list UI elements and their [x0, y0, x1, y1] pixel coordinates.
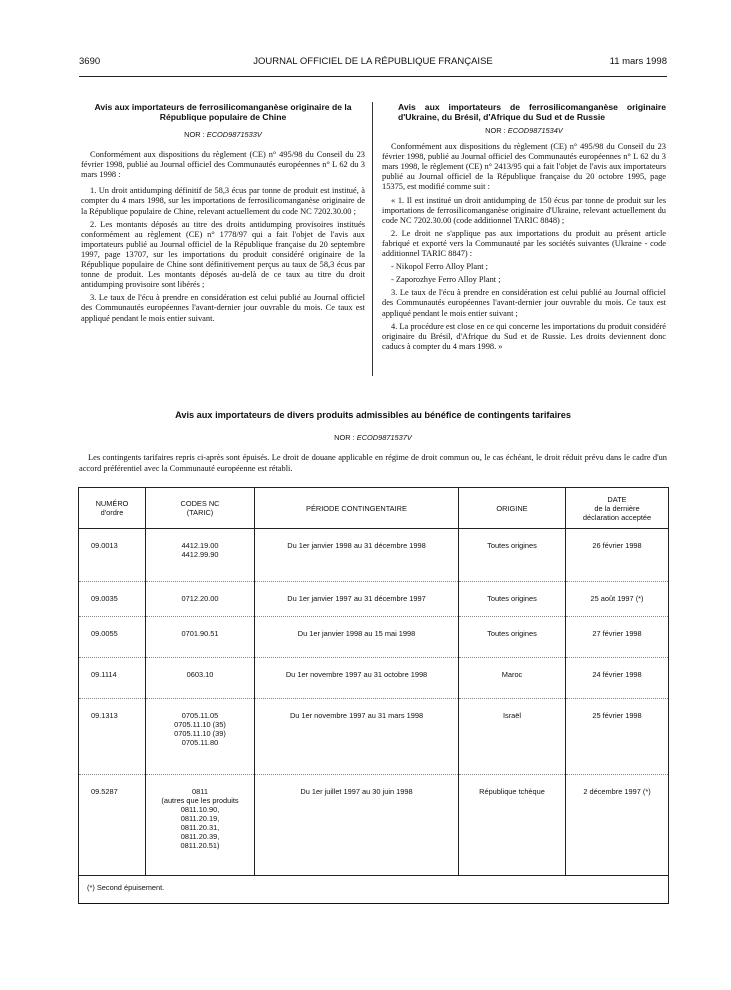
header-codes: CODES NC (TARIC) [146, 488, 255, 529]
cell-origine: Toutes origines [459, 582, 566, 617]
cell-periode: Du 1er juillet 1997 au 30 juin 1998 [255, 775, 459, 876]
quota-table [78, 487, 669, 904]
header-origine: ORIGINE [459, 488, 566, 529]
cell-numero: 09.5287 [79, 775, 146, 876]
cell-codes: 0701.90.51 [146, 617, 255, 658]
cell-numero: 09.0013 [79, 529, 146, 582]
cell-date: 2 décembre 1997 (*) [566, 775, 669, 876]
cell-date: 24 février 1998 [566, 658, 669, 699]
notice-ukraine-paragraph: 2. Le droit ne s'applique pas aux importations du produit au présent article fabriqué et exporté vers la Communauté par les sociétés suivantes (Ukraine - code additionnel TARIC 8847) : [382, 228, 666, 259]
cell-origine: Toutes origines [459, 529, 566, 582]
cell-codes: 0811 (autres que les produits 0811.10.90, 0811.20.19, 0811.20.31, 0811.20.39, 0811.20.51) [146, 775, 255, 876]
cell-numero: 09.1313 [79, 699, 146, 775]
table-row [79, 775, 669, 876]
nor-label: NOR : [184, 130, 205, 139]
nor-code: ECOD9871533V [206, 130, 262, 139]
notice-quotas-title: Avis aux importateurs de divers produits admissibles au bénéfice de contingents tarifaires [175, 410, 571, 420]
notice-ukraine-paragraph: Conformément aux dispositions du règlement (CE) n° 495/98 du Conseil du 23 février 1998, publié au Journal officiel des Communautés européennes n° L 62 du 3 mars 1998, le règlement (CE) n° 2413/95 qui a fait l'objet de l'avis aux importateurs publié au Journal officiel de la République française du 20 octobre 1995, page 15375, est modifié comme suit : [382, 142, 666, 192]
notice-ukraine-company: - Zaporozhye Ferro Alloy Plant ; [391, 275, 501, 285]
table-header-row [79, 488, 669, 529]
notice-china-paragraph: 2. Les montants déposés au titre des droits antidumping provisoires institués conformément au règlement (CE) n° 1778/97 qui a fait l'objet de l'avis aux importateurs publié au Journal officiel de la République française du 20 septembre 1997, page 13707, sur les importations du produit considéré originaire de la République populaire de Chine sont définitivement perçus au taux de 58,3 écus par tonne de produit. Les montants déposés au-delà de ce taux au titre du droit antidumping provisoire sont libérés ; [81, 219, 365, 290]
cell-origine: Maroc [459, 658, 566, 699]
cell-periode: Du 1er janvier 1997 au 31 décembre 1997 [255, 582, 459, 617]
issue-date: 11 mars 1998 [609, 56, 667, 67]
notice-china-paragraph: 1. Un droit antidumping définitif de 58,3 écus par tonne de produit est institué, à compter du 4 mars 1998, sur les importations de ferrosilicomanganèse originaire de la République populaire de Chine, relevant actuellement du code NC 7202.30.00 ; [81, 186, 365, 216]
nor-code: ECOD9871537V [356, 433, 412, 442]
nor-code: ECOD9871534V [507, 126, 563, 135]
cell-codes: 4412.19.00 4412.99.90 [146, 529, 255, 582]
cell-periode: Du 1er janvier 1998 au 15 mai 1998 [255, 617, 459, 658]
cell-codes: 0712.20.00 [146, 582, 255, 617]
notice-china-title: Avis aux importateurs de ferrosilicomanganèse originaire de la République populaire de Chine [94, 102, 352, 122]
cell-periode: Du 1er novembre 1997 au 31 octobre 1998 [255, 658, 459, 699]
notice-quotas-nor [79, 433, 667, 442]
header-numero: NUMÉRO d'ordre [79, 488, 146, 529]
notice-china-paragraph: Conformément aux dispositions du règlement (CE) n° 495/98 du Conseil du 23 février 1998, publié au Journal officiel des Communautés européennes n° L 62 du 3 mars 1998 : [81, 150, 365, 180]
notice-china-paragraph: 3. Le taux de l'écu à prendre en considération est celui publié au Journal officiel des Communautés européennes l'avant-dernier jour ouvrable du mois. Ce taux est appliqué pendant le mois entier suivant. [81, 293, 365, 323]
cell-origine: République tchèque [459, 775, 566, 876]
table-footnote-row [79, 876, 669, 904]
notice-ukraine-paragraph: « 1. Il est institué un droit antidumping de 150 écus par tonne de produit sur les importations de ferrosilicomanganèse originaire d'Ukraine, relevant actuellement du code NC 7202.30.00 (code additionnel TARIC 8848) ; [382, 195, 666, 225]
table-row [79, 582, 669, 617]
table-row [79, 699, 669, 775]
nor-label: NOR : [334, 433, 355, 442]
table-row [79, 529, 669, 582]
journal-title: JOURNAL OFFICIEL DE LA RÉPUBLIQUE FRANÇAISE [253, 56, 493, 67]
cell-periode: Du 1er novembre 1997 au 31 mars 1998 [255, 699, 459, 775]
page-number: 3690 [79, 56, 101, 67]
cell-origine: Toutes origines [459, 617, 566, 658]
table-row [79, 658, 669, 699]
cell-numero: 09.0035 [79, 582, 146, 617]
cell-date: 25 février 1998 [566, 699, 669, 775]
nor-label: NOR : [485, 126, 506, 135]
cell-numero: 09.0055 [79, 617, 146, 658]
cell-codes: 0603.10 [146, 658, 255, 699]
notice-quotas-intro: Les contingents tarifaires repris ci-après sont épuisés. Le droit de douane applicable en régime de droit commun ou, le cas échéant, le droit réduit prévu dans le cadre d'un accord préférentiel avec la Communauté européenne est rétabli. [79, 453, 667, 473]
notice-ukraine-paragraph: 4. La procédure est close en ce qui concerne les importations du produit considéré originaire du Brésil, d'Afrique du Sud et de Russie. Les droits deviennent donc caducs à compter du 4 mars 1998. » [382, 321, 666, 351]
cell-codes: 0705.11.05 0705.11.10 (35) 0705.11.10 (39) 0705.11.80 [146, 699, 255, 775]
cell-origine: Israël [459, 699, 566, 775]
cell-date: 27 février 1998 [566, 617, 669, 658]
table-footnote: (*) Second épuisement. [79, 876, 669, 904]
cell-numero: 09.1114 [79, 658, 146, 699]
header-periode: PÉRIODE CONTINGENTAIRE [255, 488, 459, 529]
cell-date: 25 août 1997 (*) [566, 582, 669, 617]
notice-ukraine-paragraph: 3. Le taux de l'écu à prendre en considération est celui publié au Journal officiel des Communautés européennes l'avant-dernier jour ouvrable du mois. Ce taux est appliqué pendant le mois entier suivant ; [382, 288, 666, 318]
header-date: DATE de la dernière déclaration acceptée [566, 488, 669, 529]
notice-ukraine-company: - Nikopol Ferro Alloy Plant ; [391, 262, 489, 272]
table-row [79, 617, 669, 658]
cell-date: 26 février 1998 [566, 529, 669, 582]
cell-periode: Du 1er janvier 1998 au 31 décembre 1998 [255, 529, 459, 582]
notice-ukraine-title: Avis aux importateurs de ferrosilicomanganèse originaire d'Ukraine, du Brésil, d'Afrique du Sud et de Russie [398, 102, 666, 122]
